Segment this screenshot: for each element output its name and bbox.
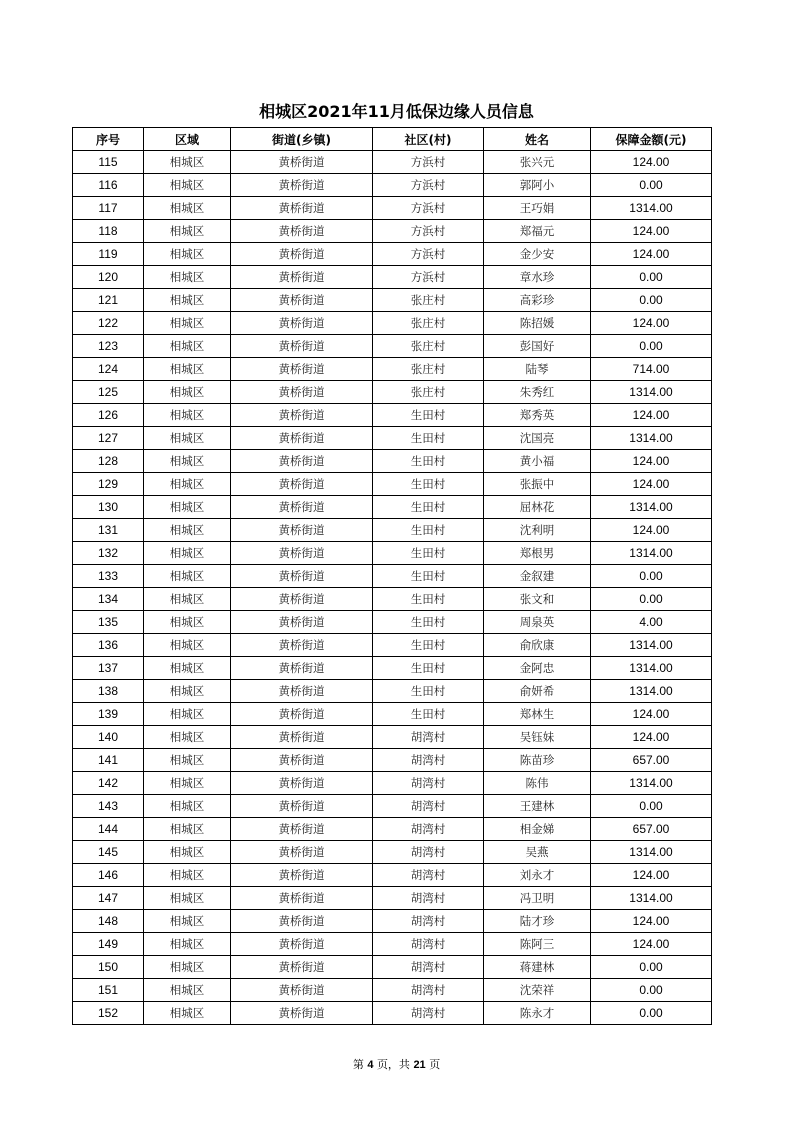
cell-amount: 1314.00 <box>591 542 712 565</box>
table-row <box>73 427 712 450</box>
cell-district: 相城区 <box>144 496 231 519</box>
table-row <box>73 473 712 496</box>
cell-street: 黄桥街道 <box>231 611 373 634</box>
cell-community: 张庄村 <box>373 312 484 335</box>
recipients-table <box>72 127 712 1025</box>
cell-street: 黄桥街道 <box>231 864 373 887</box>
cell-amount: 124.00 <box>591 404 712 427</box>
cell-street: 黄桥街道 <box>231 243 373 266</box>
table-row <box>73 496 712 519</box>
cell-index: 120 <box>73 266 144 289</box>
cell-amount: 124.00 <box>591 519 712 542</box>
cell-district: 相城区 <box>144 818 231 841</box>
cell-street: 黄桥街道 <box>231 151 373 174</box>
cell-street: 黄桥街道 <box>231 404 373 427</box>
cell-district: 相城区 <box>144 197 231 220</box>
cell-amount: 4.00 <box>591 611 712 634</box>
cell-amount: 124.00 <box>591 243 712 266</box>
cell-name: 陆才珍 <box>484 910 591 933</box>
cell-district: 相城区 <box>144 634 231 657</box>
cell-name: 郑林生 <box>484 703 591 726</box>
cell-community: 胡湾村 <box>373 864 484 887</box>
cell-street: 黄桥街道 <box>231 841 373 864</box>
cell-index: 121 <box>73 289 144 312</box>
cell-district: 相城区 <box>144 565 231 588</box>
cell-district: 相城区 <box>144 519 231 542</box>
cell-name: 郑根男 <box>484 542 591 565</box>
cell-street: 黄桥街道 <box>231 496 373 519</box>
cell-name: 郑秀英 <box>484 404 591 427</box>
cell-street: 黄桥街道 <box>231 887 373 910</box>
table-row <box>73 197 712 220</box>
cell-name: 吴燕 <box>484 841 591 864</box>
cell-amount: 1314.00 <box>591 772 712 795</box>
cell-index: 131 <box>73 519 144 542</box>
header-district: 区域 <box>144 128 231 151</box>
cell-name: 周泉英 <box>484 611 591 634</box>
cell-street: 黄桥街道 <box>231 266 373 289</box>
cell-index: 126 <box>73 404 144 427</box>
cell-index: 152 <box>73 1002 144 1025</box>
cell-district: 相城区 <box>144 611 231 634</box>
table-row <box>73 726 712 749</box>
cell-amount: 0.00 <box>591 588 712 611</box>
cell-community: 胡湾村 <box>373 933 484 956</box>
cell-street: 黄桥街道 <box>231 772 373 795</box>
cell-community: 张庄村 <box>373 381 484 404</box>
cell-name: 冯卫明 <box>484 887 591 910</box>
cell-amount: 657.00 <box>591 749 712 772</box>
table-row <box>73 542 712 565</box>
cell-name: 高彩珍 <box>484 289 591 312</box>
cell-index: 142 <box>73 772 144 795</box>
cell-index: 133 <box>73 565 144 588</box>
cell-amount: 1314.00 <box>591 197 712 220</box>
cell-district: 相城区 <box>144 795 231 818</box>
cell-street: 黄桥街道 <box>231 910 373 933</box>
cell-amount: 124.00 <box>591 864 712 887</box>
table-row <box>73 749 712 772</box>
cell-street: 黄桥街道 <box>231 220 373 243</box>
header-amount: 保障金额(元) <box>591 128 712 151</box>
cell-name: 金阿忠 <box>484 657 591 680</box>
cell-amount: 0.00 <box>591 289 712 312</box>
cell-community: 胡湾村 <box>373 956 484 979</box>
cell-community: 生田村 <box>373 611 484 634</box>
cell-amount: 124.00 <box>591 312 712 335</box>
table-row <box>73 243 712 266</box>
cell-community: 生田村 <box>373 519 484 542</box>
table-row <box>73 979 712 1002</box>
cell-name: 俞欣康 <box>484 634 591 657</box>
cell-amount: 124.00 <box>591 703 712 726</box>
cell-index: 127 <box>73 427 144 450</box>
cell-district: 相城区 <box>144 887 231 910</box>
cell-index: 149 <box>73 933 144 956</box>
cell-street: 黄桥街道 <box>231 174 373 197</box>
cell-district: 相城区 <box>144 151 231 174</box>
cell-district: 相城区 <box>144 266 231 289</box>
cell-index: 134 <box>73 588 144 611</box>
cell-street: 黄桥街道 <box>231 473 373 496</box>
cell-index: 139 <box>73 703 144 726</box>
cell-name: 陈阿三 <box>484 933 591 956</box>
cell-district: 相城区 <box>144 979 231 1002</box>
cell-street: 黄桥街道 <box>231 749 373 772</box>
cell-community: 生田村 <box>373 427 484 450</box>
cell-index: 137 <box>73 657 144 680</box>
cell-name: 黄小福 <box>484 450 591 473</box>
header-street: 街道(乡镇) <box>231 128 373 151</box>
table-row <box>73 174 712 197</box>
cell-index: 136 <box>73 634 144 657</box>
cell-street: 黄桥街道 <box>231 634 373 657</box>
cell-name: 沈利明 <box>484 519 591 542</box>
cell-amount: 657.00 <box>591 818 712 841</box>
cell-street: 黄桥街道 <box>231 335 373 358</box>
cell-district: 相城区 <box>144 956 231 979</box>
cell-community: 胡湾村 <box>373 979 484 1002</box>
cell-street: 黄桥街道 <box>231 933 373 956</box>
cell-street: 黄桥街道 <box>231 450 373 473</box>
cell-amount: 0.00 <box>591 956 712 979</box>
cell-name: 相金娣 <box>484 818 591 841</box>
cell-amount: 1314.00 <box>591 657 712 680</box>
table-row <box>73 565 712 588</box>
cell-amount: 0.00 <box>591 174 712 197</box>
cell-community: 张庄村 <box>373 289 484 312</box>
cell-name: 陈伟 <box>484 772 591 795</box>
cell-community: 胡湾村 <box>373 772 484 795</box>
cell-index: 118 <box>73 220 144 243</box>
table-row <box>73 703 712 726</box>
table-row <box>73 910 712 933</box>
cell-street: 黄桥街道 <box>231 979 373 1002</box>
cell-community: 胡湾村 <box>373 841 484 864</box>
cell-name: 俞妍希 <box>484 680 591 703</box>
cell-community: 方浜村 <box>373 151 484 174</box>
cell-amount: 0.00 <box>591 1002 712 1025</box>
cell-street: 黄桥街道 <box>231 795 373 818</box>
cell-name: 蒋建林 <box>484 956 591 979</box>
cell-amount: 1314.00 <box>591 680 712 703</box>
cell-community: 生田村 <box>373 450 484 473</box>
cell-district: 相城区 <box>144 450 231 473</box>
cell-index: 116 <box>73 174 144 197</box>
cell-index: 117 <box>73 197 144 220</box>
cell-district: 相城区 <box>144 772 231 795</box>
cell-community: 生田村 <box>373 703 484 726</box>
cell-index: 147 <box>73 887 144 910</box>
cell-district: 相城区 <box>144 703 231 726</box>
table-row <box>73 795 712 818</box>
table-row <box>73 151 712 174</box>
cell-name: 郑福元 <box>484 220 591 243</box>
page-footer <box>0 1057 793 1073</box>
cell-community: 胡湾村 <box>373 818 484 841</box>
cell-street: 黄桥街道 <box>231 312 373 335</box>
cell-index: 146 <box>73 864 144 887</box>
current-page-number: 4 <box>367 1059 374 1071</box>
cell-index: 125 <box>73 381 144 404</box>
cell-amount: 1314.00 <box>591 496 712 519</box>
cell-name: 沈荣祥 <box>484 979 591 1002</box>
cell-district: 相城区 <box>144 910 231 933</box>
cell-amount: 0.00 <box>591 266 712 289</box>
cell-street: 黄桥街道 <box>231 358 373 381</box>
cell-community: 胡湾村 <box>373 795 484 818</box>
table-row <box>73 335 712 358</box>
cell-name: 王建林 <box>484 795 591 818</box>
header-name: 姓名 <box>484 128 591 151</box>
cell-district: 相城区 <box>144 427 231 450</box>
cell-name: 陆琴 <box>484 358 591 381</box>
table-row <box>73 588 712 611</box>
cell-amount: 1314.00 <box>591 634 712 657</box>
table-row <box>73 519 712 542</box>
cell-amount: 1314.00 <box>591 887 712 910</box>
cell-street: 黄桥街道 <box>231 703 373 726</box>
cell-street: 黄桥街道 <box>231 657 373 680</box>
cell-index: 138 <box>73 680 144 703</box>
cell-district: 相城区 <box>144 749 231 772</box>
table-row <box>73 266 712 289</box>
cell-street: 黄桥街道 <box>231 818 373 841</box>
cell-community: 胡湾村 <box>373 1002 484 1025</box>
cell-amount: 124.00 <box>591 151 712 174</box>
cell-street: 黄桥街道 <box>231 197 373 220</box>
cell-community: 方浜村 <box>373 243 484 266</box>
cell-district: 相城区 <box>144 243 231 266</box>
cell-district: 相城区 <box>144 289 231 312</box>
cell-street: 黄桥街道 <box>231 726 373 749</box>
cell-index: 135 <box>73 611 144 634</box>
cell-index: 140 <box>73 726 144 749</box>
footer-prefix: 第 <box>352 1058 364 1071</box>
table-row <box>73 611 712 634</box>
cell-amount: 0.00 <box>591 795 712 818</box>
table-row <box>73 887 712 910</box>
cell-amount: 124.00 <box>591 910 712 933</box>
cell-name: 张振中 <box>484 473 591 496</box>
document-title: 相城区2021年11月低保边缘人员信息 <box>259 102 534 121</box>
cell-name: 刘永才 <box>484 864 591 887</box>
cell-street: 黄桥街道 <box>231 381 373 404</box>
total-pages-number: 21 <box>413 1059 426 1071</box>
cell-index: 122 <box>73 312 144 335</box>
cell-amount: 1314.00 <box>591 381 712 404</box>
cell-street: 黄桥街道 <box>231 427 373 450</box>
cell-community: 生田村 <box>373 657 484 680</box>
cell-index: 115 <box>73 151 144 174</box>
cell-name: 屈林花 <box>484 496 591 519</box>
cell-community: 胡湾村 <box>373 749 484 772</box>
cell-district: 相城区 <box>144 381 231 404</box>
cell-name: 沈国亮 <box>484 427 591 450</box>
table-row <box>73 818 712 841</box>
cell-district: 相城区 <box>144 726 231 749</box>
cell-amount: 124.00 <box>591 933 712 956</box>
table-row <box>73 404 712 427</box>
cell-community: 生田村 <box>373 565 484 588</box>
cell-amount: 124.00 <box>591 473 712 496</box>
cell-name: 陈招媛 <box>484 312 591 335</box>
cell-name: 陈永才 <box>484 1002 591 1025</box>
cell-street: 黄桥街道 <box>231 519 373 542</box>
cell-name: 彭国好 <box>484 335 591 358</box>
cell-district: 相城区 <box>144 335 231 358</box>
cell-district: 相城区 <box>144 358 231 381</box>
cell-district: 相城区 <box>144 312 231 335</box>
cell-name: 张兴元 <box>484 151 591 174</box>
cell-amount: 124.00 <box>591 220 712 243</box>
table-header-row <box>73 128 712 151</box>
cell-district: 相城区 <box>144 542 231 565</box>
cell-street: 黄桥街道 <box>231 289 373 312</box>
cell-name: 郭阿小 <box>484 174 591 197</box>
cell-name: 王巧娟 <box>484 197 591 220</box>
table-row <box>73 381 712 404</box>
header-community: 社区(村) <box>373 128 484 151</box>
cell-district: 相城区 <box>144 588 231 611</box>
cell-community: 方浜村 <box>373 174 484 197</box>
cell-district: 相城区 <box>144 680 231 703</box>
cell-street: 黄桥街道 <box>231 588 373 611</box>
cell-community: 方浜村 <box>373 197 484 220</box>
cell-index: 143 <box>73 795 144 818</box>
cell-community: 张庄村 <box>373 358 484 381</box>
cell-community: 生田村 <box>373 542 484 565</box>
cell-index: 151 <box>73 979 144 1002</box>
cell-index: 119 <box>73 243 144 266</box>
cell-street: 黄桥街道 <box>231 565 373 588</box>
cell-index: 145 <box>73 841 144 864</box>
cell-amount: 0.00 <box>591 565 712 588</box>
cell-index: 144 <box>73 818 144 841</box>
cell-district: 相城区 <box>144 220 231 243</box>
table-row <box>73 772 712 795</box>
cell-district: 相城区 <box>144 657 231 680</box>
cell-district: 相城区 <box>144 841 231 864</box>
cell-district: 相城区 <box>144 404 231 427</box>
cell-name: 张文和 <box>484 588 591 611</box>
cell-amount: 1314.00 <box>591 427 712 450</box>
cell-name: 章水珍 <box>484 266 591 289</box>
cell-amount: 714.00 <box>591 358 712 381</box>
cell-name: 金少安 <box>484 243 591 266</box>
table-row <box>73 634 712 657</box>
cell-street: 黄桥街道 <box>231 1002 373 1025</box>
cell-community: 生田村 <box>373 473 484 496</box>
table-row <box>73 1002 712 1025</box>
footer-suffix: 页 <box>429 1058 441 1071</box>
cell-amount: 124.00 <box>591 450 712 473</box>
cell-street: 黄桥街道 <box>231 680 373 703</box>
cell-district: 相城区 <box>144 473 231 496</box>
cell-index: 148 <box>73 910 144 933</box>
cell-name: 吴钰妹 <box>484 726 591 749</box>
table-row <box>73 358 712 381</box>
cell-district: 相城区 <box>144 1002 231 1025</box>
cell-community: 生田村 <box>373 634 484 657</box>
table-row <box>73 680 712 703</box>
cell-district: 相城区 <box>144 174 231 197</box>
cell-index: 130 <box>73 496 144 519</box>
cell-index: 132 <box>73 542 144 565</box>
cell-index: 150 <box>73 956 144 979</box>
table-row <box>73 220 712 243</box>
cell-name: 金叙建 <box>484 565 591 588</box>
cell-community: 张庄村 <box>373 335 484 358</box>
cell-district: 相城区 <box>144 864 231 887</box>
cell-community: 方浜村 <box>373 266 484 289</box>
cell-community: 胡湾村 <box>373 887 484 910</box>
table-row <box>73 933 712 956</box>
cell-index: 128 <box>73 450 144 473</box>
cell-index: 141 <box>73 749 144 772</box>
cell-community: 胡湾村 <box>373 726 484 749</box>
table-row <box>73 657 712 680</box>
cell-district: 相城区 <box>144 933 231 956</box>
cell-community: 生田村 <box>373 404 484 427</box>
cell-index: 129 <box>73 473 144 496</box>
header-index: 序号 <box>73 128 144 151</box>
cell-community: 生田村 <box>373 496 484 519</box>
table-row <box>73 450 712 473</box>
table-row <box>73 864 712 887</box>
footer-middle: 页，共 <box>376 1058 410 1071</box>
cell-community: 方浜村 <box>373 220 484 243</box>
cell-street: 黄桥街道 <box>231 956 373 979</box>
cell-amount: 1314.00 <box>591 841 712 864</box>
table-row <box>73 841 712 864</box>
table-body <box>73 151 712 1025</box>
table-row <box>73 312 712 335</box>
cell-index: 123 <box>73 335 144 358</box>
table-row <box>73 956 712 979</box>
cell-name: 陈苗珍 <box>484 749 591 772</box>
cell-community: 胡湾村 <box>373 910 484 933</box>
cell-amount: 0.00 <box>591 979 712 1002</box>
cell-amount: 124.00 <box>591 726 712 749</box>
cell-street: 黄桥街道 <box>231 542 373 565</box>
cell-community: 生田村 <box>373 680 484 703</box>
table-row <box>73 289 712 312</box>
cell-name: 朱秀红 <box>484 381 591 404</box>
cell-community: 生田村 <box>373 588 484 611</box>
cell-index: 124 <box>73 358 144 381</box>
cell-amount: 0.00 <box>591 335 712 358</box>
